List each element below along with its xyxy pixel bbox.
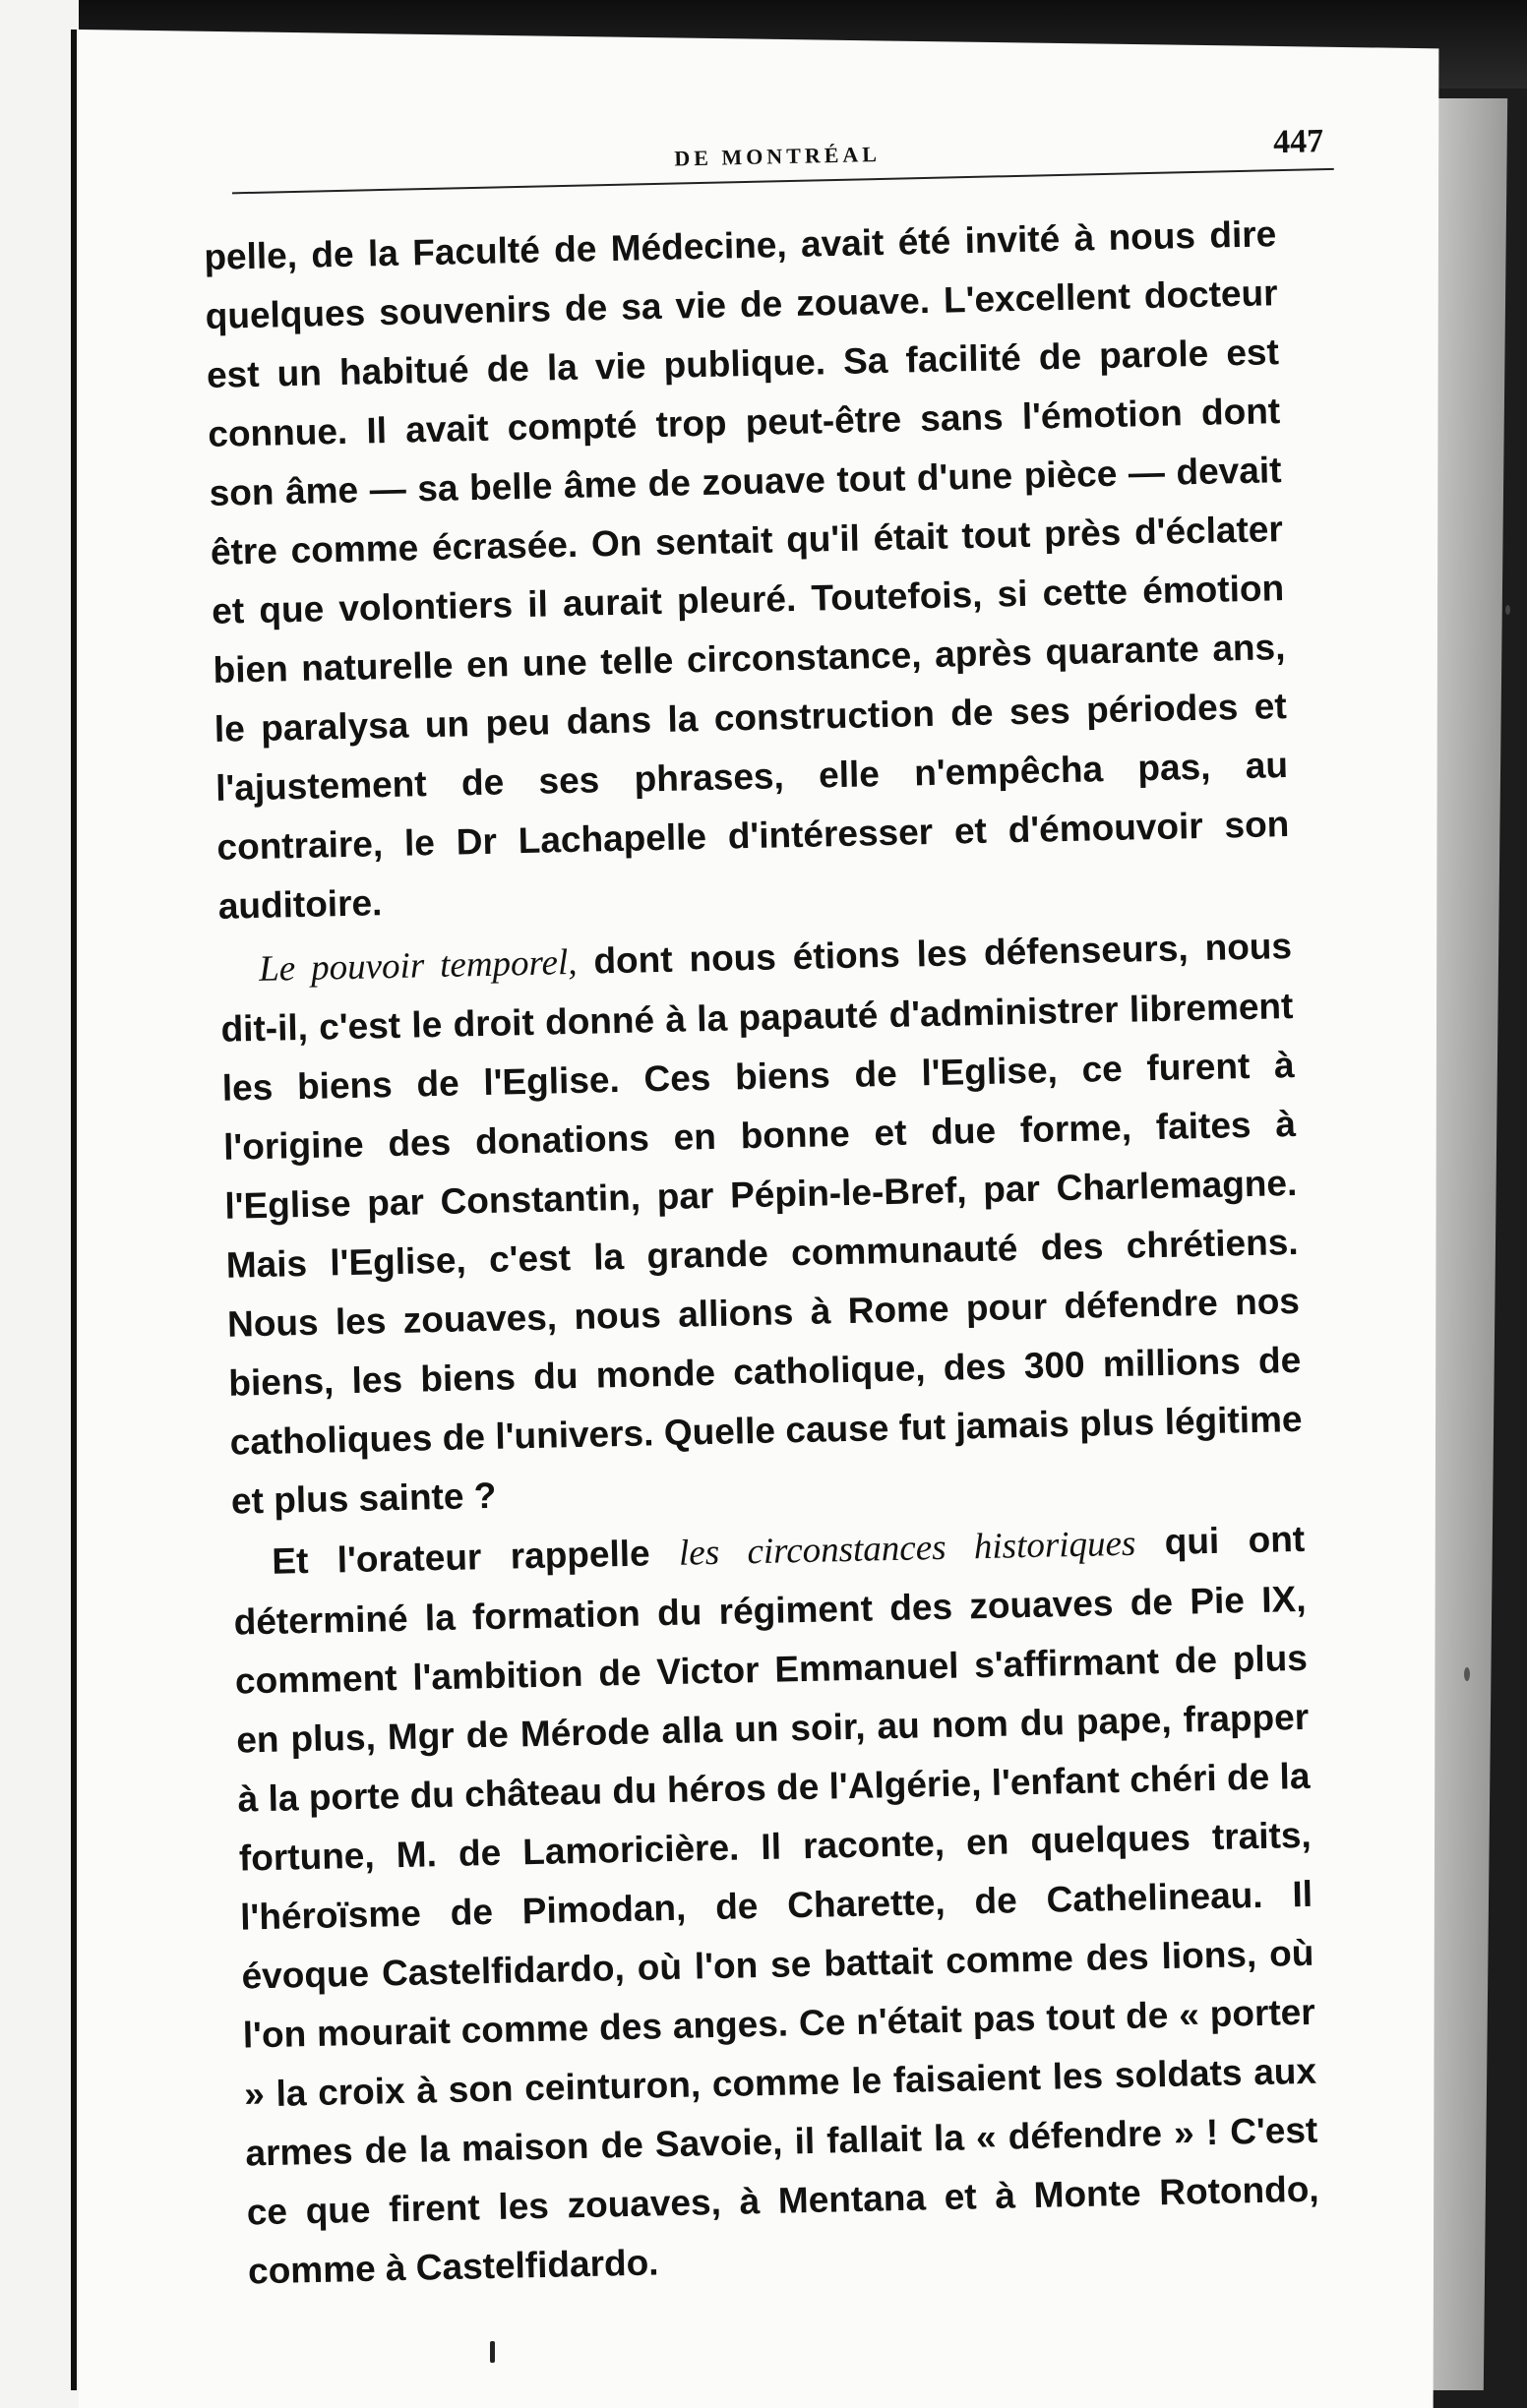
scan-speck: [490, 2341, 495, 2363]
paragraph-2-italic: Le pouvoir temporel,: [258, 941, 578, 990]
running-title: DE MONTRÉAL: [674, 141, 882, 171]
page-number: 447: [1272, 123, 1324, 161]
paragraph-3-start: Et l'orateur rappelle: [271, 1532, 680, 1582]
page-content: [202, 124, 1351, 2302]
paragraph-3: [232, 1510, 1321, 2302]
paragraph-3-italic: les circonstances historiques: [678, 1523, 1136, 1574]
scan-speck: [1464, 1667, 1470, 1681]
paragraph-3-text: qui ont déterminé la formation du régiment des zouaves de Pie IX, comment l'ambition de Victor Emmanuel s'affirmant de plus en plus, Mgr de Mérode alla un soir, au nom du pape, frapper à la porte du château du héros de l'Algérie, l'enfant chéri de la fortune, M. de Lamoricière. Il raconte, en quelques traits, l'héroïsme de Pimodan, de Charette, de Cathelineau. Il évoque Castelfidardo, où l'on se battait comme des lions, où l'on mourait comme des anges. Ce n'était pas tout de « porter » la croix à son ceinturon, comme le faisaient les soldats aux armes de la maison de Savoie, il fallait la « défendre » ! C'est ce que firent les zouaves, à Mentana et à Monte Rotondo, comme à Castelfidardo.: [233, 1518, 1319, 2292]
binding-fold: [71, 30, 77, 2390]
paragraph-2: [219, 917, 1305, 1532]
facing-page-edge: [0, 0, 79, 2408]
paragraph-2-text: dont nous étions les défenseurs, nous dit-il, c'est le droit donné à la papauté d'administrer librement les biens de l'Eglise. Ces biens de l'Eglise, ce furent à l'origine des donations en bonne et due forme, faites à l'Eglise par Constantin, par Pépin-le-Bref, par Charlemagne. Mais l'Eglise, c'est la grande communauté des chrétiens. Nous les zouaves, nous allions à Rome pour défendre nos biens, les biens du monde catholique, des 300 millions de catholiques de l'univers. Quelle cause fut jamais plus légitime et plus sainte ?: [220, 926, 1303, 1522]
paragraph-1: pelle, de la Faculté de Médecine, avait été invité à nous dire quelques souvenirs de sa vie de zouave. L'excellent docteur est un habitué de la vie publique. Sa facilité de parole est connue. Il avait compté trop peut-être sans l'émotion dont son âme — sa belle âme de zouave tout d'une pièce — devait être comme écrasée. On sentait qu'il était tout près d'éclater et que volontiers il aurait pleuré. Toutefois, si cette émotion bien naturelle en une telle circonstance, après quarante ans, le paralysa un peu dans la construction de ses périodes et l'ajustement de ses phrases, elle n'empêcha pas, au contraire, le Dr Lachapelle d'intéresser et d'émouvoir son auditoire.: [203, 213, 1290, 927]
scan-speck: [1505, 605, 1510, 615]
